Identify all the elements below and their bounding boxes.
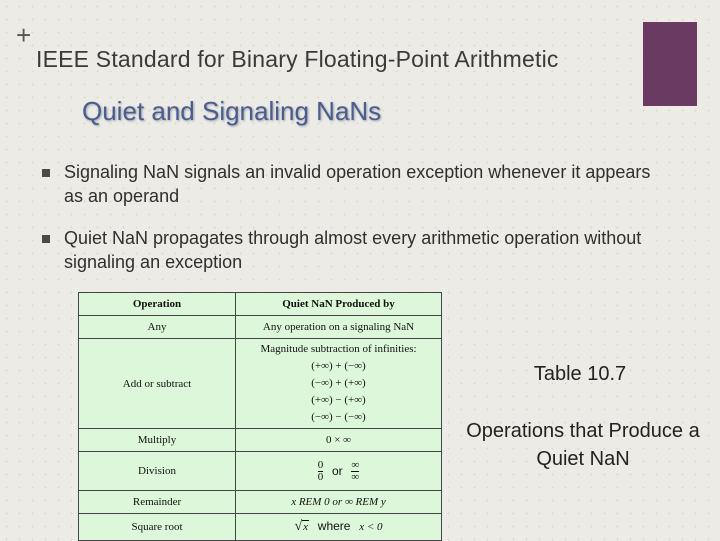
operation-cell: Multiply bbox=[79, 429, 236, 452]
fraction-denominator: 0 bbox=[317, 470, 324, 483]
produced-by-cell bbox=[236, 339, 442, 429]
table-row bbox=[79, 339, 442, 429]
square-bullet-icon bbox=[42, 235, 50, 243]
formula-line: (+∞) + (−∞) bbox=[311, 360, 366, 372]
square-bullet-icon bbox=[42, 169, 50, 177]
fraction-numerator: 0 bbox=[317, 458, 324, 471]
where-word: where bbox=[317, 519, 351, 533]
operation-cell: Division bbox=[79, 452, 236, 491]
condition: x < 0 bbox=[359, 521, 383, 533]
radical-icon: √ bbox=[294, 519, 303, 534]
fraction-denominator: ∞ bbox=[351, 470, 360, 483]
table-header-row bbox=[79, 293, 442, 316]
table-row bbox=[79, 429, 442, 452]
bullet-list bbox=[40, 160, 660, 292]
produced-by-cell bbox=[236, 452, 442, 491]
accent-bar bbox=[643, 22, 697, 106]
operation-cell: Remainder bbox=[79, 491, 236, 514]
produced-by-cell: Any operation on a signaling NaN bbox=[236, 316, 442, 339]
formula-line: (+∞) − (+∞) bbox=[311, 394, 366, 406]
or-word: or bbox=[331, 464, 343, 478]
produced-by-cell bbox=[236, 514, 442, 541]
table-row bbox=[79, 316, 442, 339]
nan-table bbox=[78, 292, 442, 541]
table-caption-number: Table 10.7 bbox=[533, 363, 627, 385]
header-produced-by: Quiet NaN Produced by bbox=[236, 293, 442, 316]
bullet-text: Quiet NaN propagates through almost every arithmetic operation without signaling an exception bbox=[64, 228, 642, 272]
table-row bbox=[79, 491, 442, 514]
formula-label: Magnitude subtraction of infinities: bbox=[260, 343, 417, 355]
table-row bbox=[79, 514, 442, 541]
operation-cell: Add or subtract bbox=[79, 339, 236, 429]
fraction-numerator: ∞ bbox=[351, 458, 360, 471]
bullet-item bbox=[40, 160, 660, 208]
slide-title: IEEE Standard for Binary Floating-Point Arithmetic bbox=[36, 46, 559, 72]
slide-subtitle: Quiet and Signaling NaNs bbox=[82, 96, 382, 126]
table-caption-description: Operations that Produce a Quiet NaN bbox=[466, 420, 700, 470]
operation-cell: Square root bbox=[79, 514, 236, 541]
fraction-zero-over-zero bbox=[318, 460, 324, 483]
produced-by-cell: x REM 0 or ∞ REM y bbox=[236, 491, 442, 514]
produced-by-cell: 0 × ∞ bbox=[236, 429, 442, 452]
bullet-text: Signaling NaN signals an invalid operation exception whenever it appears as an operand bbox=[64, 162, 651, 206]
bullet-item bbox=[40, 226, 660, 274]
radicand: x bbox=[303, 521, 309, 533]
table-row bbox=[79, 452, 442, 491]
plus-mark: + bbox=[16, 20, 32, 50]
formula-line: (−∞) − (−∞) bbox=[311, 411, 366, 423]
header-operation: Operation bbox=[79, 293, 236, 316]
fraction-inf-over-inf bbox=[351, 460, 359, 483]
operation-cell: Any bbox=[79, 316, 236, 339]
formula-line: (−∞) + (+∞) bbox=[311, 377, 366, 389]
